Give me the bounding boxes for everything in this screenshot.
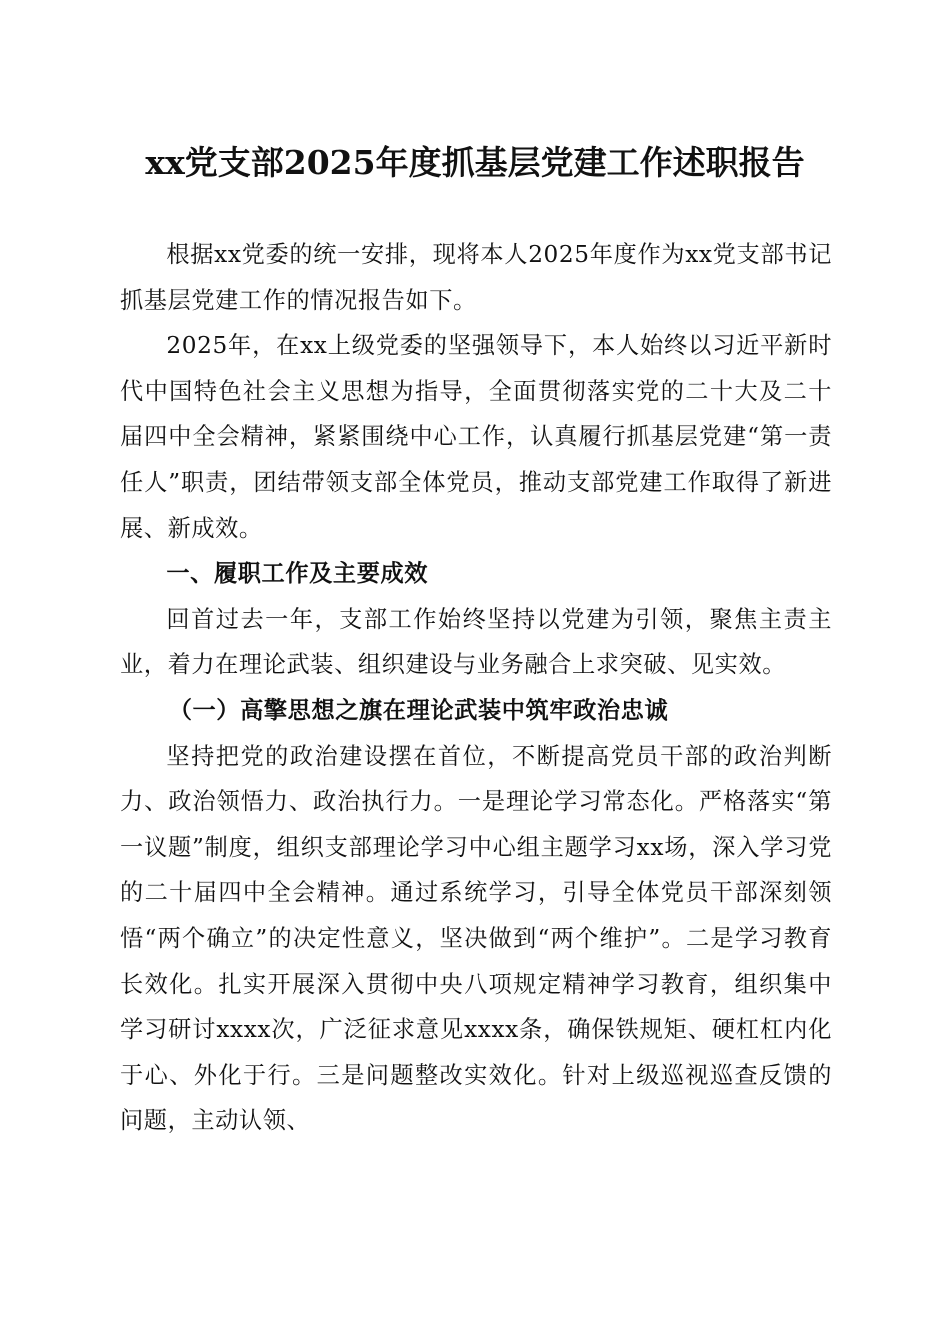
section-heading-1: 一、履职工作及主要成效	[166, 560, 429, 588]
document-body	[120, 232, 832, 1144]
intro-paragraph: 根据xx党委的统一安排，现将本人2025年度作为xx党支部书记抓基层党建工作的情况报告如下。	[120, 241, 832, 314]
section-1-intro-paragraph: 回首过去一年，支部工作始终坚持以党建为引领，聚焦主责主业，着力在理论武装、组织建设与业务融合上求突破、见实效。	[120, 605, 832, 679]
subsection-1-paragraph: 坚持把党的政治建设摆在首位，不断提高党员干部的政治判断力、政治领悟力、政治执行力。一是理论学习常态化。严格落实“第一议题”制度，组织支部理论学习中心组主题学习xx场，深入学习党的二十届四中全会精神。通过系统学习，引导全体党员干部深刻领悟“两个确立”的决定性意义，坚决做到“两个维护”。二是学习教育长效化。扎实开展深入贯彻中央八项规定精神学习教育，组织集中学习研讨xxxx次，广泛征求意见xxxx条，确保铁规矩、硬杠杠内化于心、外化于行。三是问题整改实效化。针对上级巡视巡查反馈的问题，主动认领、	[120, 742, 832, 1135]
overview-paragraph: 2025年，在xx上级党委的坚强领导下，本人始终以习近平新时代中国特色社会主义思想为指导，全面贯彻落实党的二十大及二十届四中全会精神，紧紧围绕中心工作，认真履行抓基层党建“第一责任人”职责，团结带领支部全体党员，推动支部党建工作取得了新进展、新成效。	[120, 332, 832, 542]
document-title: xx党支部2025年度抓基层党建工作述职报告	[145, 143, 805, 182]
subsection-heading-1: （一）高擎思想之旗在理论武装中筑牢政治忠诚	[168, 696, 669, 724]
